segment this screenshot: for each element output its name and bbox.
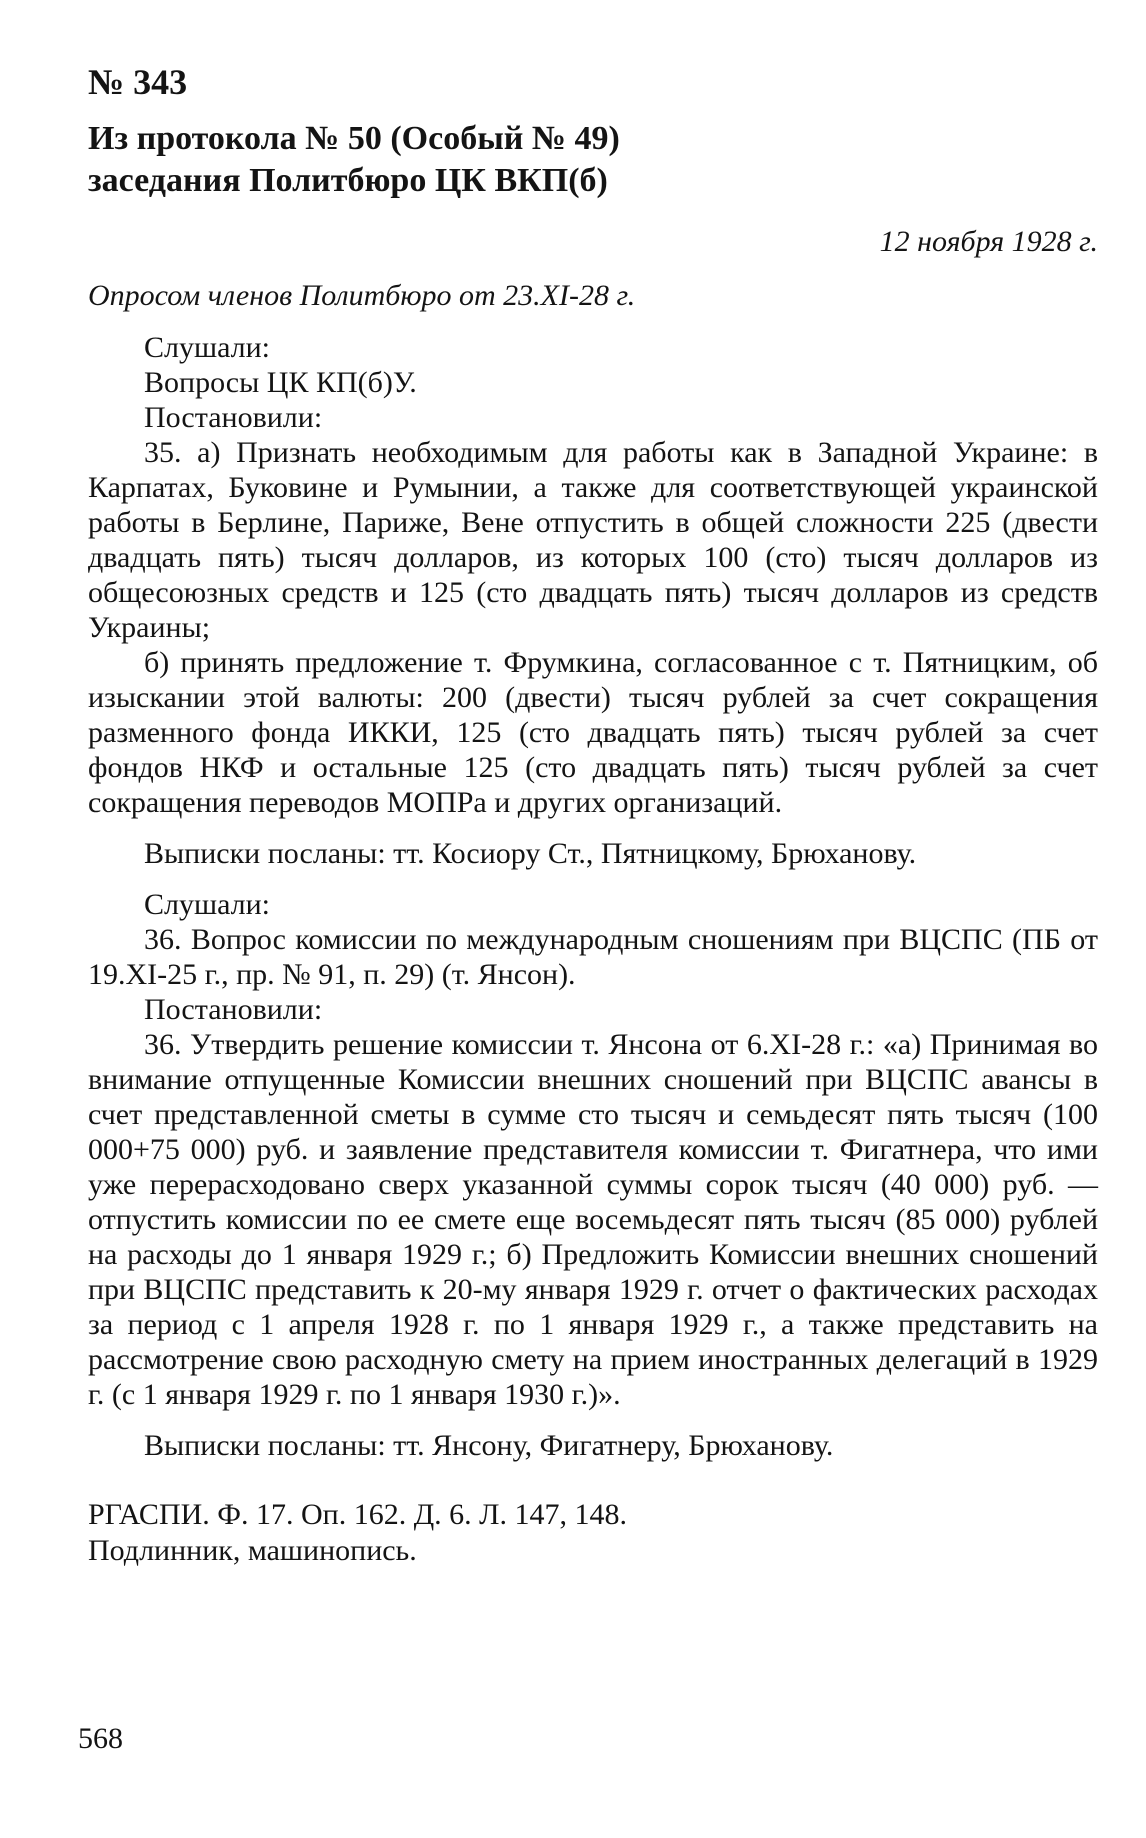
document-number: № 343 [88,62,188,102]
decision-paragraph: 36. Утвердить решение комиссии т. Янсона от 6.XI-28 г.: «а) Принимая во внимание отпущенные Комиссии внешних сношений при ВЦСПС авансы в счет представленной сметы в сумме сто тысяч и семьдесят пять тысяч (100 000+75 000) руб. и заявление представителя комиссии т. Фигатнера, что ими уже перерасходовано сверх указанной суммы сорок тысяч (40 000) руб. — отпустить комиссии по ее смете еще восемьдесят пять тысяч (85 000) рублей на расходы до 1 января 1929 г.; б) Предложить Комиссии внешних сношений при ВЦСПС представить к 20-му января 1929 г. отчет о фактических расходах за период с 1 апреля 1928 г. по 1 января 1929 г., а также представить на рассмотрение свою расходную смету на прием иностранных делегаций в 1929 г. (с 1 января 1929 г. по 1 января 1930 г.)». [88,1028,1098,1411]
poll-method-note: Опросом членов Политбюро от 23.XI-28 г. [88,279,636,312]
archive-citation: РГАСПИ. Ф. 17. Оп. 162. Д. 6. Л. 147, 148. [88,1498,628,1531]
page-number: 568 [78,1722,123,1755]
item-36 [88,887,1098,1463]
archive-note: Подлинник, машинопись. [88,1534,417,1567]
heard-text: Вопросы ЦК КП(б)У. [144,366,417,399]
archive-reference [88,1497,1098,1569]
extracts-sent: Выписки посланы: тт. Янсону, Фигатнеру, Брюханову. [144,1429,834,1462]
heard-label: Слушали: [144,331,271,364]
decision-paragraph-b: б) принять предложение т. Фрумкина, согласованное с т. Пятницким, об изыскании этой валюты: 200 (двести) тысяч рублей за счет сокращения разменного фонда ИККИ, 125 (сто двадцать пять) тысяч рублей за счет фондов НКФ и остальные 125 (сто двадцать пять) тысяч рублей за счет сокращения переводов МОПРа и других организаций. [88,646,1098,819]
decided-label: Постановили: [144,993,323,1026]
decision-paragraph-a: 35. а) Признать необходимым для работы как в Западной Украине: в Карпатах, Буковине и Румынии, а также для соответствующей украинской работы в Берлине, Париже, Вене отпустить в общей сложности 225 (двести двадцать пять) тысяч долларов, из которых 100 (сто) тысяч долларов из общесоюзных средств и 125 (сто двадцать пять) тысяч долларов из средств Украины; [88,436,1098,644]
document-title-line-2: заседания Политбюро ЦК ВКП(б) [88,162,608,199]
document-date: 12 ноября 1928 г. [879,225,1098,258]
item-35 [88,330,1098,871]
document-title-line-1: Из протокола № 50 (Особый № 49) [88,120,620,157]
protocol-body [88,330,1098,1463]
decided-label: Постановили: [144,401,323,434]
document-title [88,118,1098,202]
heard-text: 36. Вопрос комиссии по международным сношениям при ВЦСПС (ПБ от 19.XI-25 г., пр. № 91, п. 29) (т. Янсон). [88,923,1098,991]
heard-label: Слушали: [144,888,271,921]
document-page [88,60,1098,1569]
extracts-sent: Выписки посланы: тт. Косиору Ст., Пятницкому, Брюханову. [144,837,917,870]
